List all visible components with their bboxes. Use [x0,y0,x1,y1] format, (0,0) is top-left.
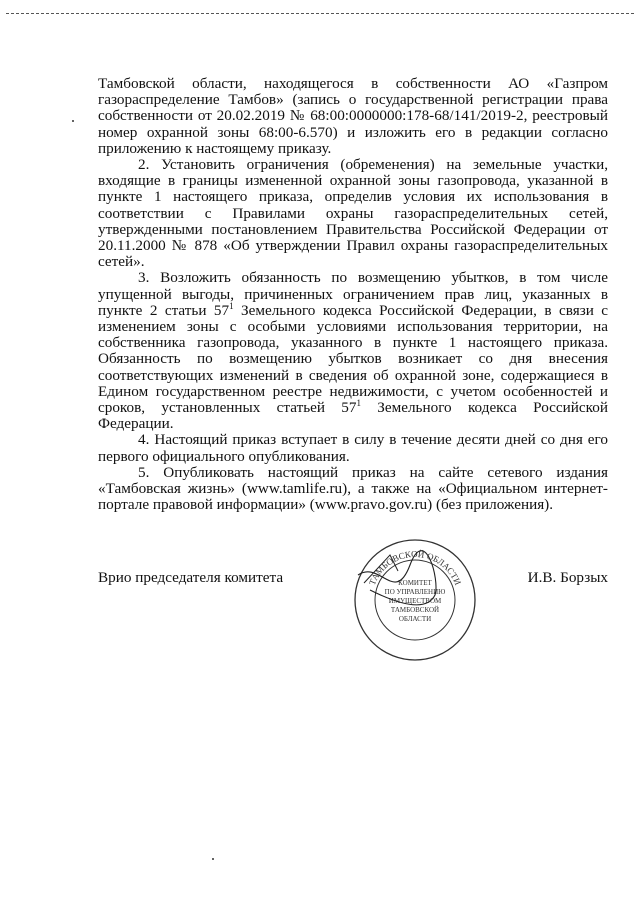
p3-part-a: 3. Возложить обязанность по возмещению убытков, в том числе упущенной выгоды, причиненных ограничением прав лиц, указанных в пункте 2 статьи 57 [98,269,608,319]
seal-line: ПО УПРАВЛЕНИЮ [384,588,446,596]
paragraph-5: 5. Опубликовать настоящий приказ на сайте сетевого издания «Тамбовская жизнь» (www.tamlife.ru), а также на «Официальном интернет-портале правовой информации» (www.pravo.gov.ru) (без приложения). [98,463,608,514]
p3-part-c: Земельного кодекса Российской Федерации. [98,399,608,433]
superscript: 1 [356,398,361,408]
seal-line: КОМИТЕТ [398,579,432,587]
paragraph-4: 4. Настоящий приказ вступает в силу в течение десяти дней со дня его первого официального опубликования. [98,431,608,465]
paragraph-2: 2. Установить ограничения (обременения) на земельные участки, входящие в границы измененной охранной зоны газопровода, указанной в пункте 1 настоящего приказа, определив условия их использования в соответствии с Правилами охраны газораспределительных сетей, утвержденными постановлением Правительства Российской Федерации от 20.11.2000 № 878 «Об утверждении Правил охраны газораспределительных сетей». [98,156,608,271]
p3-part-b: Земельного кодекса Российской Федерации, в связи с изменением зоны с особыми условиями использования территории, на собственника газопровода, указанного в пункте 1 настоящего приказа. Обязанность по возмещению убытков возникает со дня внесения соответствующих изменений в сведения об охранной зоне, содержащиеся в Едином государственном реестре недвижимости, с учетом особенностей и сроков, установленных статьей 57 [98,301,608,417]
paragraph-1-continued: Тамбовской области, находящегося в собственности АО «Газпром газораспределение Тамбов» (запись о государственной регистрации права собственности от 20.02.2019 № 68:00:0000000:178-68/141/2019-2, реестровый номер охранной зоны 68:00-6.570) и изложить его в редакции согласно приложению к настоящему приказу. [98,75,608,157]
page-top-divider [6,13,634,14]
seal-line: ТАМБОВСКОЙ [390,606,440,614]
signatory-title: Врио председателя комитета [98,569,284,586]
paragraph-3 [98,270,608,432]
superscript: 1 [229,300,234,311]
seal-ring-text: ТАМБОВСКОЙ ОБЛАСТИ [366,548,464,587]
document-body [98,76,608,513]
scan-speck [72,120,74,122]
seal-line: ОБЛАСТИ [398,615,432,623]
seal-line: ИМУЩЕСТВОМ [388,597,442,605]
signatory-name: И.В. Борзых [527,569,608,586]
scan-speck [212,858,214,860]
official-seal-stamp [350,535,480,665]
